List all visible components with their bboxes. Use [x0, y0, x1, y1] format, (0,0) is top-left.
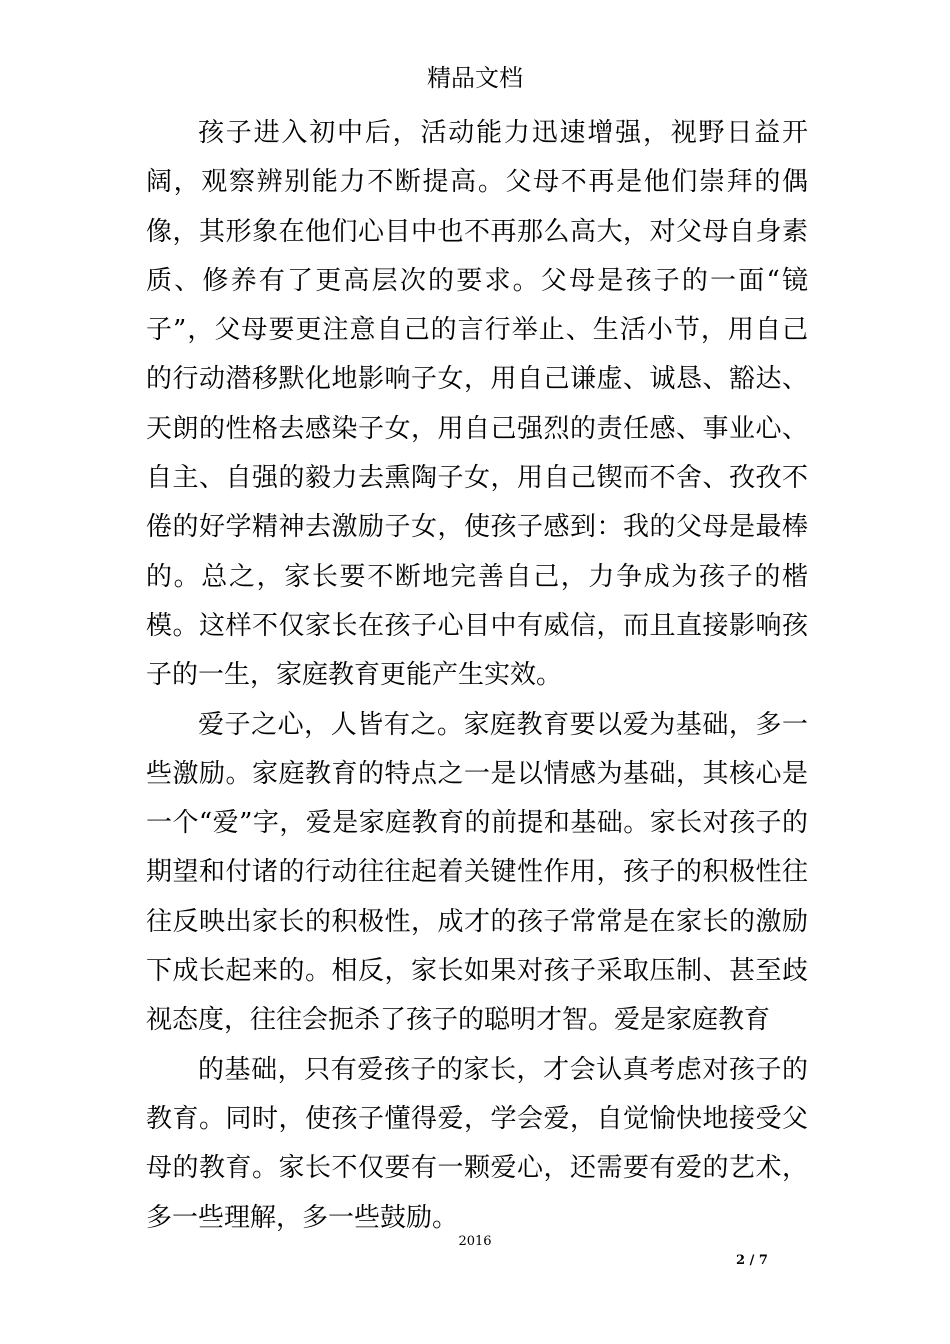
header-title: 精品文档 — [427, 64, 523, 92]
document-body — [146, 109, 808, 1243]
page-header — [0, 58, 950, 98]
paragraph: 的基础，只有爱孩子的家长，才会认真考虑对孩子的教育。同时，使孩子懂得爱，学会爱，自觉愉快地接受父母的教育。家长不仅要有一颗爱心，还需要有爱的艺术，多一些理解，多一些鼓励。 — [146, 1054, 808, 1233]
paragraph: 孩子进入初中后，活动能力迅速增强，视野日益开阔，观察辨别能力不断提高。父母不再是他们崇拜的偶像，其形象在他们心目中也不再那么高大，对父母自身素质、修养有了更高层次的要求。父母是孩子的一面“镜子”，父母要更注意自己的言行举止、生活小节，用自己的行动潜移默化地影响子女，用自己谦虚、诚恳、豁达、天朗的性格去感染子女，用自己强烈的责任感、事业心、自主、自强的毅力去熏陶子女，用自己锲而不舍、孜孜不倦的好学精神去激励子女，使孩子感到：我的父母是最棒的。总之，家长要不断地完善自己，力争成为孩子的楷模。这样不仅家长在孩子心目中有威信，而且直接影响孩子的一生，家庭教育更能产生实效。 — [146, 118, 808, 691]
footer-year: 2016 — [458, 1234, 492, 1249]
paragraph: 爱子之心，人皆有之。家庭教育要以爱为基础，多一些激励。家庭教育的特点之一是以情感为基础，其核心是一个“爱”字，爱是家庭教育的前提和基础。家长对孩子的期望和付诸的行动往往起着关键性作用，孩子的积极性往往反映出家长的积极性，成才的孩子常常是在家长的激励下成长起来的。相反，家长如果对孩子采取压制、甚至歧视态度，往往会扼杀了孩子的聪明才智。爱是家庭教育 — [146, 709, 808, 1036]
page-indicator: 2 / 7 — [736, 1253, 768, 1268]
